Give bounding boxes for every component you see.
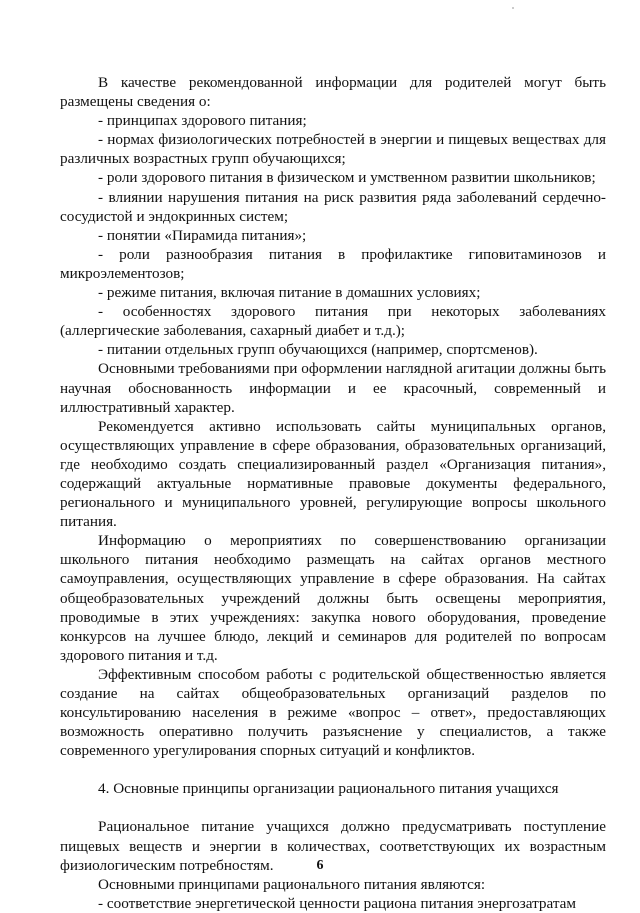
list-item-groups: - питании отдельных групп обучающихся (например, спортсменов). (98, 341, 538, 359)
list-item-role: - роли здорового питания в физическом и умственном развитии школьников; (98, 169, 596, 187)
paragraph-effective: Эффективным способом работы с родительской общественностью является создание на сайтах общеобразовательных организаций разделов по консультированию населения в режиме «вопрос – ответ», предоставляющих возможность оперативно получить разъяснение у специалистов, а также современного урегулирования спорных ситуаций и конфликтов. (60, 665, 606, 760)
list-item-norms: - нормах физиологических потребностей в энергии и пищевых веществах для различных возрастных групп обучающихся; (60, 131, 606, 168)
list-item-variety: - роли разнообразия питания в профилактике гиповитаминозов и микроэлементозов; (60, 245, 606, 282)
list-item-energy: - соответствие энергетической ценности рациона питания энергозатратам (98, 894, 577, 912)
list-item-principles: - принципах здорового питания; (98, 112, 307, 130)
spacer (60, 760, 606, 779)
scan-speck (512, 7, 514, 9)
paragraph-events: Информацию о мероприятиях по совершенствованию организации школьного питания необходимо размещать на сайтах органов местного самоуправления, осуществляющих управление в сфере образования. На сайтах общеобразовательных учреждений должны быть освещены мероприятия, проводимые в этих учреждениях: закупка нового оборудования, проведение конкурсов на лучшее блюдо, лекций и семинаров для родителей по вопросам здорового питания и т.д. (60, 532, 606, 664)
page-number: 6 (316, 858, 324, 873)
list-item-regime: - режиме питания, включая питание в домашних условиях; (98, 284, 481, 302)
list-item-pyramid: - понятии «Пирамида питания»; (98, 226, 307, 244)
section-heading: 4. Основные принципы организации рационального питания учащихся (98, 780, 559, 798)
paragraph-websites: Рекомендуется активно использовать сайты муниципальных органов, осуществляющих управление в сфере образования, образовательных организаций, где необходимо создать специализированный раздел «Организация питания», содержащий актуальные нормативные правовые документы федерального, регионального и муниципального уровней, регулирующие вопросы школьного питания. (60, 417, 606, 531)
spacer (60, 798, 606, 817)
document-page (60, 73, 606, 913)
list-item-influence: - влиянии нарушения питания на риск развития ряда заболеваний сердечно-сосудистой и эндокринных систем; (60, 188, 606, 225)
paragraph-requirements: Основными требованиями при оформлении наглядной агитации должны быть научная обоснованность информации и ее красочный, современный и иллюстративный характер. (60, 360, 606, 416)
paragraph-intro: В качестве рекомендованной информации для родителей могут быть размещены сведения о: (60, 74, 606, 111)
paragraph-rational: Рациональное питание учащихся должно предусматривать поступление пищевых веществ и энергии в количествах, соответствующих их возрастным физиологическим потребностям. (60, 818, 606, 874)
paragraph-principles-intro: Основными принципами рационального питания являются: (98, 875, 486, 893)
list-item-diseases: - особенностях здорового питания при некоторых заболеваниях (аллергические заболевания, сахарный диабет и т.д.); (60, 303, 606, 340)
